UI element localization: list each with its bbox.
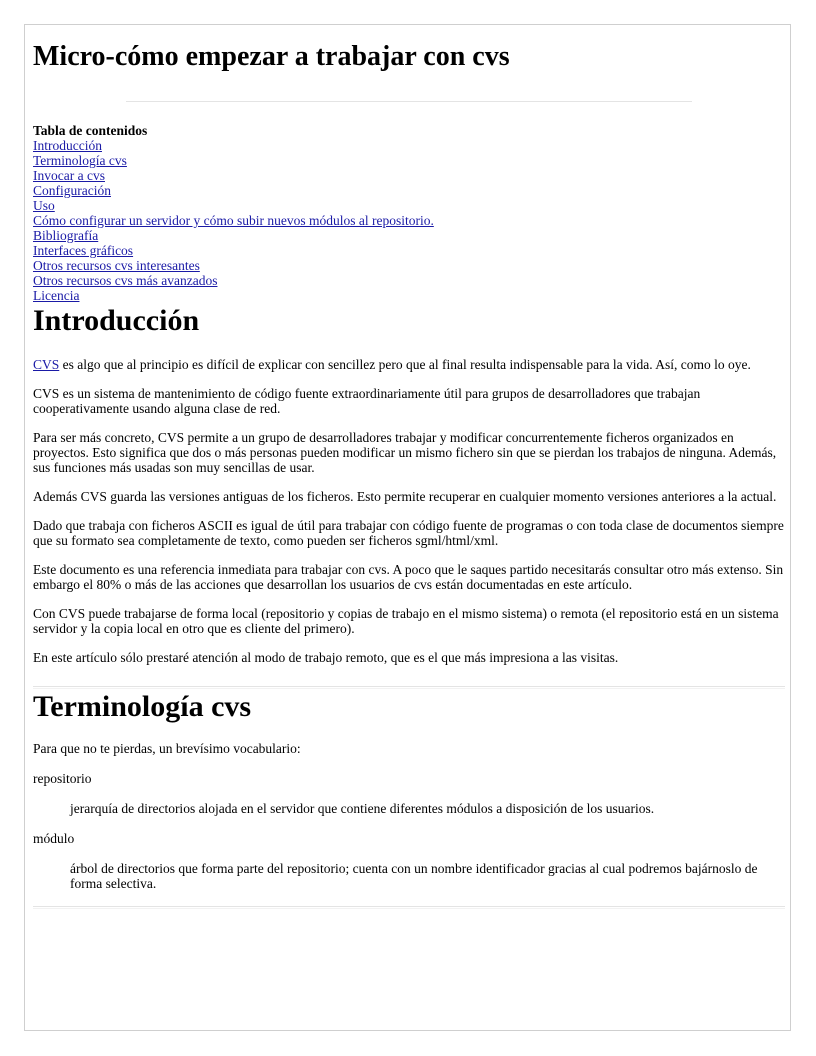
toc-link-introduccion[interactable]: Introducción <box>33 138 102 153</box>
section-heading-terminologia: Terminología cvs <box>33 690 252 723</box>
intro-paragraph-text: es algo que al principio es difícil de explicar con sencillez pero que al final resulta indispensable para la vida. Así, como lo oye. <box>59 357 751 372</box>
section-divider <box>33 906 785 909</box>
toc-link-otros-avanzados[interactable]: Otros recursos cvs más avanzados <box>33 273 218 288</box>
toc-link-terminologia[interactable]: Terminología cvs <box>33 153 127 168</box>
body-paragraph: Con CVS puede trabajarse de forma local (repositorio y copias de trabajo en el mismo sistema) o remota (el repositorio está en un sistema servidor y la copia local en otro que es cliente del primero). <box>33 606 779 636</box>
body-paragraph: Además CVS guarda las versiones antiguas de los ficheros. Esto permite recuperar en cualquier momento versiones anteriores a la actual. <box>33 489 777 504</box>
document-content <box>33 35 785 909</box>
body-paragraph: En este artículo sólo prestaré atención al modo de trabajo remoto, que es el que más impresiona a las visitas. <box>33 650 619 665</box>
section-heading-introduccion: Introducción <box>33 304 200 337</box>
toc-link-servidor[interactable]: Cómo configurar un servidor y cómo subir nuevos módulos al repositorio. <box>33 213 434 228</box>
glossary-definition: jerarquía de directorios alojada en el servidor que contiene diferentes módulos a disposición de los usuarios. <box>70 801 655 816</box>
toc-link-otros-recursos[interactable]: Otros recursos cvs interesantes <box>33 258 200 273</box>
title-divider <box>126 101 692 102</box>
vocabulary-intro: Para que no te pierdas, un brevísimo vocabulario: <box>33 741 301 756</box>
intro-paragraph <box>33 357 785 372</box>
body-paragraph: Dado que trabaja con ficheros ASCII es igual de útil para trabajar con código fuente de programas o con toda clase de documentos siempre que su formato sea completamente de texto, como pueden ser ficheros sgml/html/xml. <box>33 518 784 548</box>
body-paragraph: Este documento es una referencia inmediata para trabajar con cvs. A poco que le saques partido necesitarás consultar otro más extenso. Sin embargo el 80% o más de las acciones que desarrollan los usuarios de cvs están documentadas en este artículo. <box>33 562 784 592</box>
toc-link-invocar[interactable]: Invocar a cvs <box>33 168 105 183</box>
page-title: Micro-cómo empezar a trabajar con cvs <box>33 41 510 72</box>
toc-link-interfaces[interactable]: Interfaces gráficos <box>33 243 134 258</box>
page-frame <box>24 24 791 1031</box>
toc-link-uso[interactable]: Uso <box>33 198 55 213</box>
glossary-term: repositorio <box>33 771 92 786</box>
glossary-definition: árbol de directorios que forma parte del repositorio; cuenta con un nombre identificador gracias al cual podremos bajárnoslo de forma selectiva. <box>70 861 758 891</box>
table-of-contents <box>33 123 785 303</box>
toc-link-bibliografia[interactable]: Bibliografía <box>33 228 99 243</box>
toc-heading: Tabla de contenidos <box>33 123 148 138</box>
glossary-term: módulo <box>33 831 75 846</box>
toc-link-licencia[interactable]: Licencia <box>33 288 80 303</box>
body-paragraph: Para ser más concreto, CVS permite a un grupo de desarrolladores trabajar y modificar concurrentemente ficheros organizados en proyectos. Esto significa que dos o más personas pueden modificar un mismo fichero sin que se pierdan los trabajos de ninguna. Además, sus funciones más usadas son muy sencillas de usar. <box>33 430 777 475</box>
toc-link-configuracion[interactable]: Configuración <box>33 183 111 198</box>
cvs-link[interactable]: CVS <box>33 357 60 372</box>
body-paragraph: CVS es un sistema de mantenimiento de código fuente extraordinariamente útil para grupos de desarrolladores que trabajan cooperativamente usando alguna clase de red. <box>33 386 701 416</box>
